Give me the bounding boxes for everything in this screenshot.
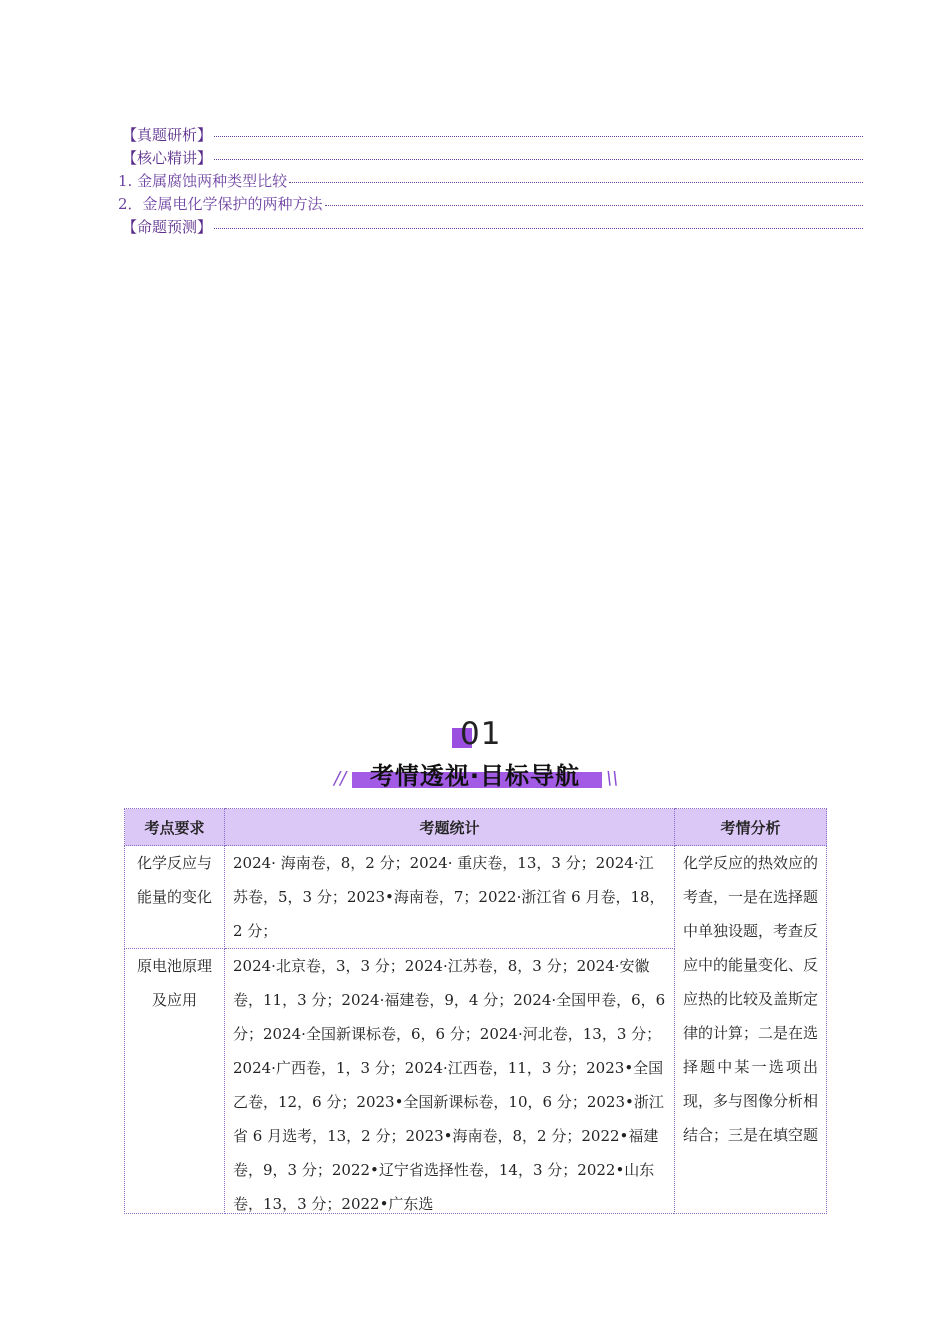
toc-leader-dots — [214, 136, 863, 137]
section-number: 01 — [460, 716, 502, 752]
exam-analysis-cell — [675, 846, 827, 1214]
table-of-contents — [118, 124, 863, 239]
toc-item-label: 【真题研析】 — [122, 126, 213, 144]
toc-item-protection-methods[interactable] — [118, 193, 863, 216]
section-header — [330, 712, 620, 792]
toc-item-real-questions[interactable] — [118, 124, 863, 147]
toc-leader-dots — [289, 182, 863, 183]
slash-decoration-left: // — [334, 768, 347, 789]
table-row — [125, 846, 827, 949]
section-title: 考情透视·目标导航 — [369, 762, 581, 790]
exam-analysis-table — [124, 808, 827, 1214]
header-exam-point: 考点要求 — [125, 809, 225, 846]
header-exam-analysis: 考情分析 — [675, 809, 827, 846]
toc-item-label: 【命题预测】 — [122, 218, 213, 236]
toc-leader-dots — [214, 159, 863, 160]
exam-stats-cell: 2024· 海南卷，8，2 分；2024· 重庆卷，13，3 分；2024·江苏卷，5，3 分；2023•海南卷，7；2022·浙江省 6 月卷，18，2 分； — [225, 846, 675, 949]
toc-item-label: 【核心精讲】 — [122, 149, 213, 167]
table-header-row — [125, 809, 827, 846]
toc-leader-dots — [214, 228, 863, 229]
toc-item-corrosion-types[interactable] — [118, 170, 863, 193]
toc-item-label: 1. 金属腐蚀两种类型比较 — [118, 172, 288, 190]
header-exam-stats: 考题统计 — [225, 809, 675, 846]
toc-item-prediction[interactable] — [118, 216, 863, 239]
exam-point-cell: 原电池原理及应用 — [125, 949, 225, 1214]
exam-stats-cell: 2024·北京卷，3，3 分；2024·江苏卷，8，3 分；2024·安徽卷，11，3 分；2024·福建卷，9，4 分；2024·全国甲卷，6，6 分；2024·全国新课标卷，6，6 分；2024·河北卷，13，3 分；2024·广西卷，1，3 分；2024·江西卷，11，3 分；2023•全国乙卷，12，6 分；2023•全国新课标卷，10，6 分；2023•浙江省 6 月选考，13，2 分；2023•海南卷，8，2 分；2022•福建卷，9，3 分；2022•辽宁省选择性卷，14，3 分；2022•山东卷，13，3 分；2022•广东选 — [233, 957, 666, 1213]
slash-decoration-right: \\ — [606, 768, 619, 789]
toc-item-core-lecture[interactable] — [118, 147, 863, 170]
exam-stats-cell-wrap — [225, 949, 675, 1214]
toc-leader-dots — [325, 205, 863, 206]
exam-point-cell: 化学反应与能量的变化 — [125, 846, 225, 949]
toc-item-label: 2．金属电化学保护的两种方法 — [118, 195, 323, 213]
exam-analysis-text: 化学反应的热效应的考查，一是在选择题中单独设题，考查反应中的能量变化、反应热的比较及盖斯定律的计算；二是在选择题中某一选项出现，多与图像分析相结合；三是在填空题 — [683, 854, 818, 1144]
